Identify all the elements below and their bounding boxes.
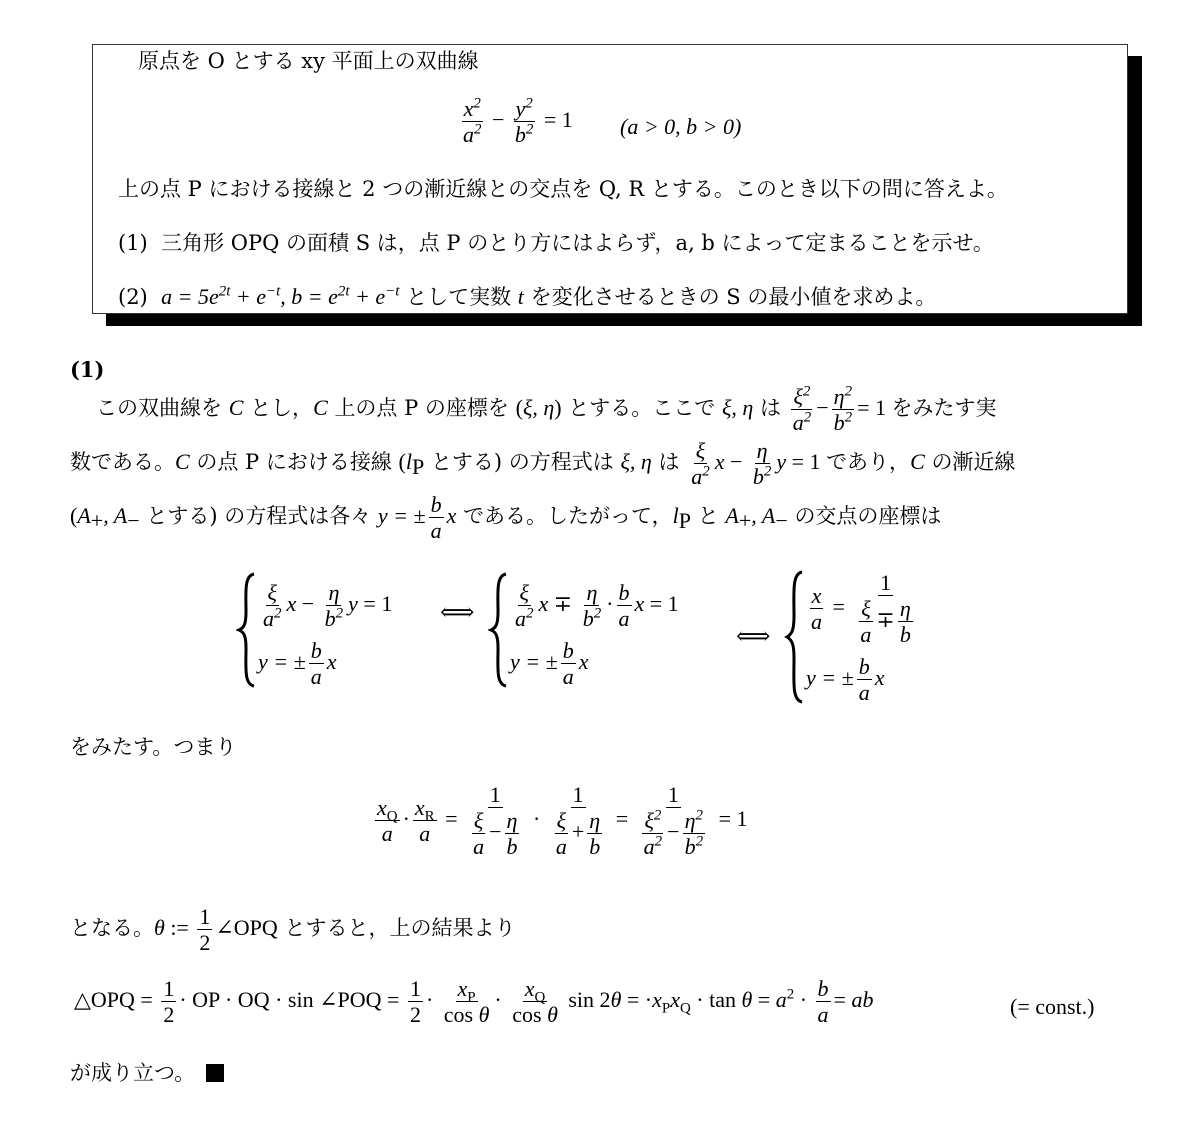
left-brace-2 xyxy=(488,572,510,688)
area-equation: △OPQ = $\frac{1}{2}$ · OP · OQ · sin ∠POQ = $\frac{1}{2}$ · $\frac{x_P}{\text{cos θ}}$ · $\frac{x_Q}{\text{cos θ}}$ $\sin 2\theta = \cdot x_Px_Q \cdot \tan \theta = a^2$ · $\frac{b}{a}$ = ab xyxy=(74,976,874,1027)
const-note: (= const.) xyxy=(1010,994,1095,1019)
hyperbola-equation: $\frac{x^2}{a^2}$ − $\frac{y^2}{b^2}$ = 1 xyxy=(463,95,573,147)
left-brace-1 xyxy=(236,572,258,688)
after-system-text: をみたす。つまり xyxy=(70,735,237,759)
problem-statement: 上の点 P における接線と 2 つの漸近線との交点を Q, R とする。このとき以下の問に答えよ。 xyxy=(118,177,1008,201)
solution-line-3: ($A_+$, $A_-$ とする) の方程式は各々 y = ± $\frac{b}{a}$ x である。したがって，$l_P$ と $A_+$, $A_-$ の交点の座標は xyxy=(70,492,942,543)
equivalence-arrow-2: ⟺ xyxy=(736,622,771,650)
question-2: (2) $a = 5e^{2t} + e^{-t}$, $b = e^{2t} + e^{-t}$ として実数 t を変化させるときの S の最小値を求めよ。 xyxy=(118,283,937,309)
left-brace-3 xyxy=(784,570,806,704)
product-equation: $\frac{x_Q}{a}$ · $\frac{x_R}{a}$ = 1 $\frac{\xi}{a}$ − $\frac{\eta}{b}$ · 1 $\frac{\xi}{a}$ + $\frac{\eta}{b}$ = 1 $\frac{\xi^2}{a^2}$ − $\frac{\eta^2}{b^2}$ = 1 xyxy=(377,782,748,859)
solution-line-1: この双曲線を C とし，C 上の点 P の座標を (ξ, η) とする。ここで ξ, η は $\frac{\xi^2}{a^2}$ − $\frac{\eta^2}{b^2}$ = 1 をみたす実 xyxy=(96,383,997,435)
theta-definition: となる。θ := $\frac{1}{2}$ ∠OPQ とすると，上の結果より xyxy=(70,904,516,955)
system-2-eq2: y = ± $\frac{b}{a}$ x xyxy=(510,638,589,689)
solution-line-2: 数である。C の点 P における接線 ($l_P$ とする) の方程式は ξ, η は $\frac{\xi}{a^2}$ x − $\frac{\eta}{b^2}$ y = 1 であり，C の漸近線 xyxy=(70,438,1016,489)
question-1: (1) 三角形 OPQ の面積 S は，点 P のとり方にはよらず，a, b によって定まることを示せ。 xyxy=(118,231,994,255)
equivalence-arrow-1: ⟺ xyxy=(440,598,475,626)
parameter-condition: (a > 0, b > 0) xyxy=(620,114,742,139)
system-1-eq1: $\frac{\xi}{a^2}$ x − $\frac{\eta}{b^2}$ y = 1 xyxy=(263,580,393,631)
solution-heading: (1) xyxy=(70,357,105,382)
system-1-eq2: y = ± $\frac{b}{a}$ x xyxy=(258,638,337,689)
system-3-eq1: $\frac{x}{a}$ = 1 $\frac{\xi}{a}$ ∓ $\frac{\eta}{b}$ xyxy=(811,570,911,647)
system-3-eq2: y = ± $\frac{b}{a}$ x xyxy=(806,654,885,705)
problem-intro: 原点を O とする xy 平面上の双曲線 xyxy=(138,49,479,73)
qed-mark xyxy=(206,1064,224,1082)
conclusion: が成り立つ。 xyxy=(70,1060,224,1086)
system-2-eq1: $\frac{\xi}{a^2}$ x ∓ $\frac{\eta}{b^2}$ · $\frac{b}{a}$ x = 1 xyxy=(515,580,679,631)
